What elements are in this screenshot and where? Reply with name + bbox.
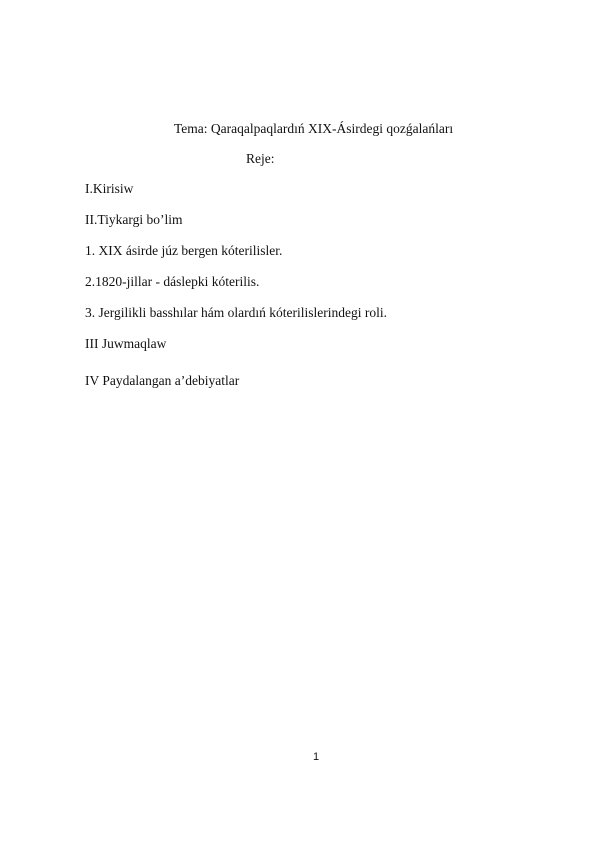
outline-item-introduction: I.Kirisiw: [85, 181, 134, 196]
outline-item-references: IV Paydalangan a’debiyatlar: [85, 373, 240, 388]
outline-item-conclusion: III Juwmaqlaw: [85, 336, 167, 351]
plan-heading: Reje:: [246, 151, 275, 166]
outline-item-subsection-1: 1. XIX ásirde júz bergen kóterilisler.: [85, 243, 283, 258]
page-number: 1: [313, 751, 320, 763]
outline-item-subsection-2: 2.1820-jillar - dáslepki kóterilis.: [85, 274, 260, 289]
outline-item-subsection-3: 3. Jergilikli basshılar hám olardıń kóterilislerindegi roli.: [85, 305, 387, 320]
outline-item-main-part: II.Tiykargi bo’lim: [85, 212, 183, 227]
document-title: Tema: Qaraqalpaqlardıń XIX-Ásirdegi qozǵalańları: [174, 121, 454, 136]
